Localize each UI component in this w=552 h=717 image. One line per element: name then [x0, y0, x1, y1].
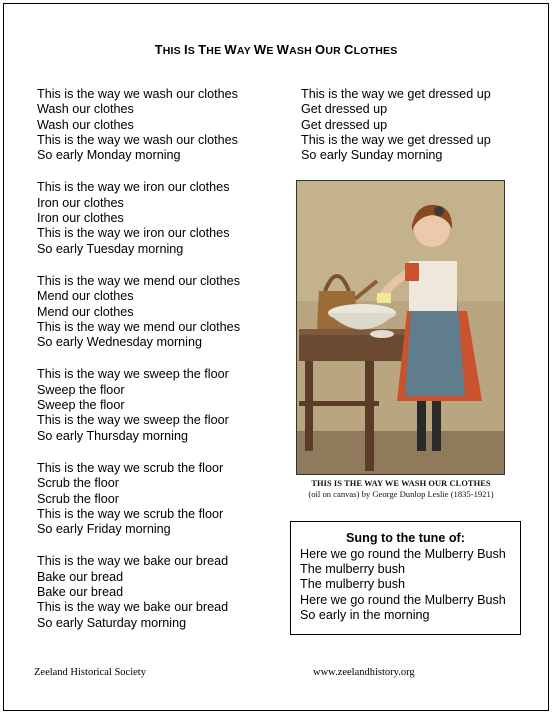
- lyric-line: This is the way we scrub the floor: [37, 460, 224, 475]
- verse: [37, 274, 287, 350]
- footer-website[interactable]: www.zeelandhistory.org: [313, 667, 415, 678]
- tune-line: Here we go round the Mulberry Bush: [300, 547, 506, 561]
- verse: [37, 461, 287, 537]
- lyric-line: So early Saturday morning: [37, 615, 187, 630]
- lyric-line: This is the way we mend our clothes: [37, 273, 240, 288]
- lyric-line: This is the way we get dressed up: [301, 87, 491, 101]
- lyric-line: Mend our clothes: [37, 289, 134, 304]
- lyric-line: So early Friday morning: [37, 522, 171, 537]
- lyric-line: Mend our clothes: [37, 304, 134, 319]
- tune-heading: Sung to the tune of:: [346, 531, 465, 545]
- lyric-line: This is the way we iron our clothes: [37, 180, 230, 195]
- lyric-line: This is the way we get dressed up: [301, 132, 491, 147]
- lyric-line: Get dressed up: [301, 117, 388, 132]
- lyric-line: Sweep the floor: [37, 398, 125, 413]
- lyric-line: So early Monday morning: [37, 148, 181, 163]
- lyric-line: This is the way we scrub the floor: [37, 506, 224, 521]
- lyric-line: This is the way we mend our clothes: [37, 319, 240, 334]
- tune-line: Here we go round the Mulberry Bush: [300, 592, 506, 607]
- title-fragment: LOTHES: [353, 45, 398, 57]
- lyric-line: Scrub the floor: [37, 476, 119, 491]
- lyric-line: This is the way we bake our bread: [37, 600, 229, 615]
- lyric-line: This is the way we wash our clothes: [37, 87, 238, 101]
- title-fragment: I: [183, 42, 188, 57]
- verse-sunday: [301, 87, 531, 163]
- lyric-line: Wash our clothes: [37, 102, 134, 117]
- lyric-line: So early Wednesday morning: [37, 335, 202, 350]
- painting-caption-title: THIS IS THE WAY WE WASH OUR CLOTHES: [311, 479, 491, 488]
- verse: [37, 367, 287, 443]
- lyric-line: Iron our clothes: [37, 195, 124, 210]
- title-fragment: T: [154, 42, 163, 57]
- title-fragment: W: [224, 42, 237, 57]
- lyric-line: So early Sunday morning: [301, 148, 443, 163]
- title-fragment: W: [276, 42, 290, 57]
- title-fragment: HIS: [162, 45, 184, 57]
- title-fragment: E: [266, 45, 277, 57]
- painting-caption-credit: (oil on canvas) by George Dunlop Leslie (1835-1921): [308, 489, 494, 499]
- lyric-line: This is the way we iron our clothes: [37, 226, 230, 241]
- verse: [37, 180, 287, 256]
- lyric-line: Get dressed up: [301, 102, 388, 117]
- left-lyrics-column: [37, 87, 287, 648]
- footer-organization: Zeeland Historical Society: [34, 667, 146, 678]
- tune-line: The mulberry bush: [300, 562, 405, 577]
- tune-line: So early in the morning: [300, 607, 430, 622]
- title-fragment: C: [344, 42, 354, 57]
- tune-line: The mulberry bush: [300, 577, 405, 592]
- lyric-line: This is the way we sweep the floor: [37, 367, 229, 382]
- right-lyrics-column: [301, 87, 531, 180]
- title-fragment: UR: [325, 45, 345, 57]
- verse: [37, 554, 287, 630]
- painting-image: [296, 180, 505, 475]
- lyric-line: This is the way we bake our bread: [37, 554, 229, 569]
- title-fragment: AY: [236, 45, 254, 57]
- lyric-line: So early Tuesday morning: [37, 241, 184, 256]
- title-fragment: W: [253, 42, 267, 57]
- lyric-line: Bake our bread: [37, 585, 124, 600]
- title-fragment: T: [198, 42, 207, 57]
- lyric-line: Scrub the floor: [37, 491, 119, 506]
- title-fragment: HE: [206, 45, 225, 57]
- tune-lines: [300, 547, 520, 623]
- verse: [37, 87, 287, 163]
- lyric-line: So early Thursday morning: [37, 428, 188, 443]
- song-sheet: [3, 3, 549, 711]
- lyric-line: Wash our clothes: [37, 117, 134, 132]
- lyric-line: This is the way we wash our clothes: [37, 132, 238, 147]
- painting-caption: [286, 479, 516, 499]
- page-title: [4, 42, 548, 57]
- title-fragment: ASH: [289, 45, 316, 57]
- lyric-line: Bake our bread: [37, 569, 124, 584]
- lyric-line: This is the way we sweep the floor: [37, 413, 229, 428]
- title-fragment: O: [315, 42, 326, 57]
- tune-box: [290, 521, 521, 635]
- lyric-line: Iron our clothes: [37, 211, 124, 226]
- title-fragment: S: [187, 45, 199, 57]
- lyric-line: Sweep the floor: [37, 382, 125, 397]
